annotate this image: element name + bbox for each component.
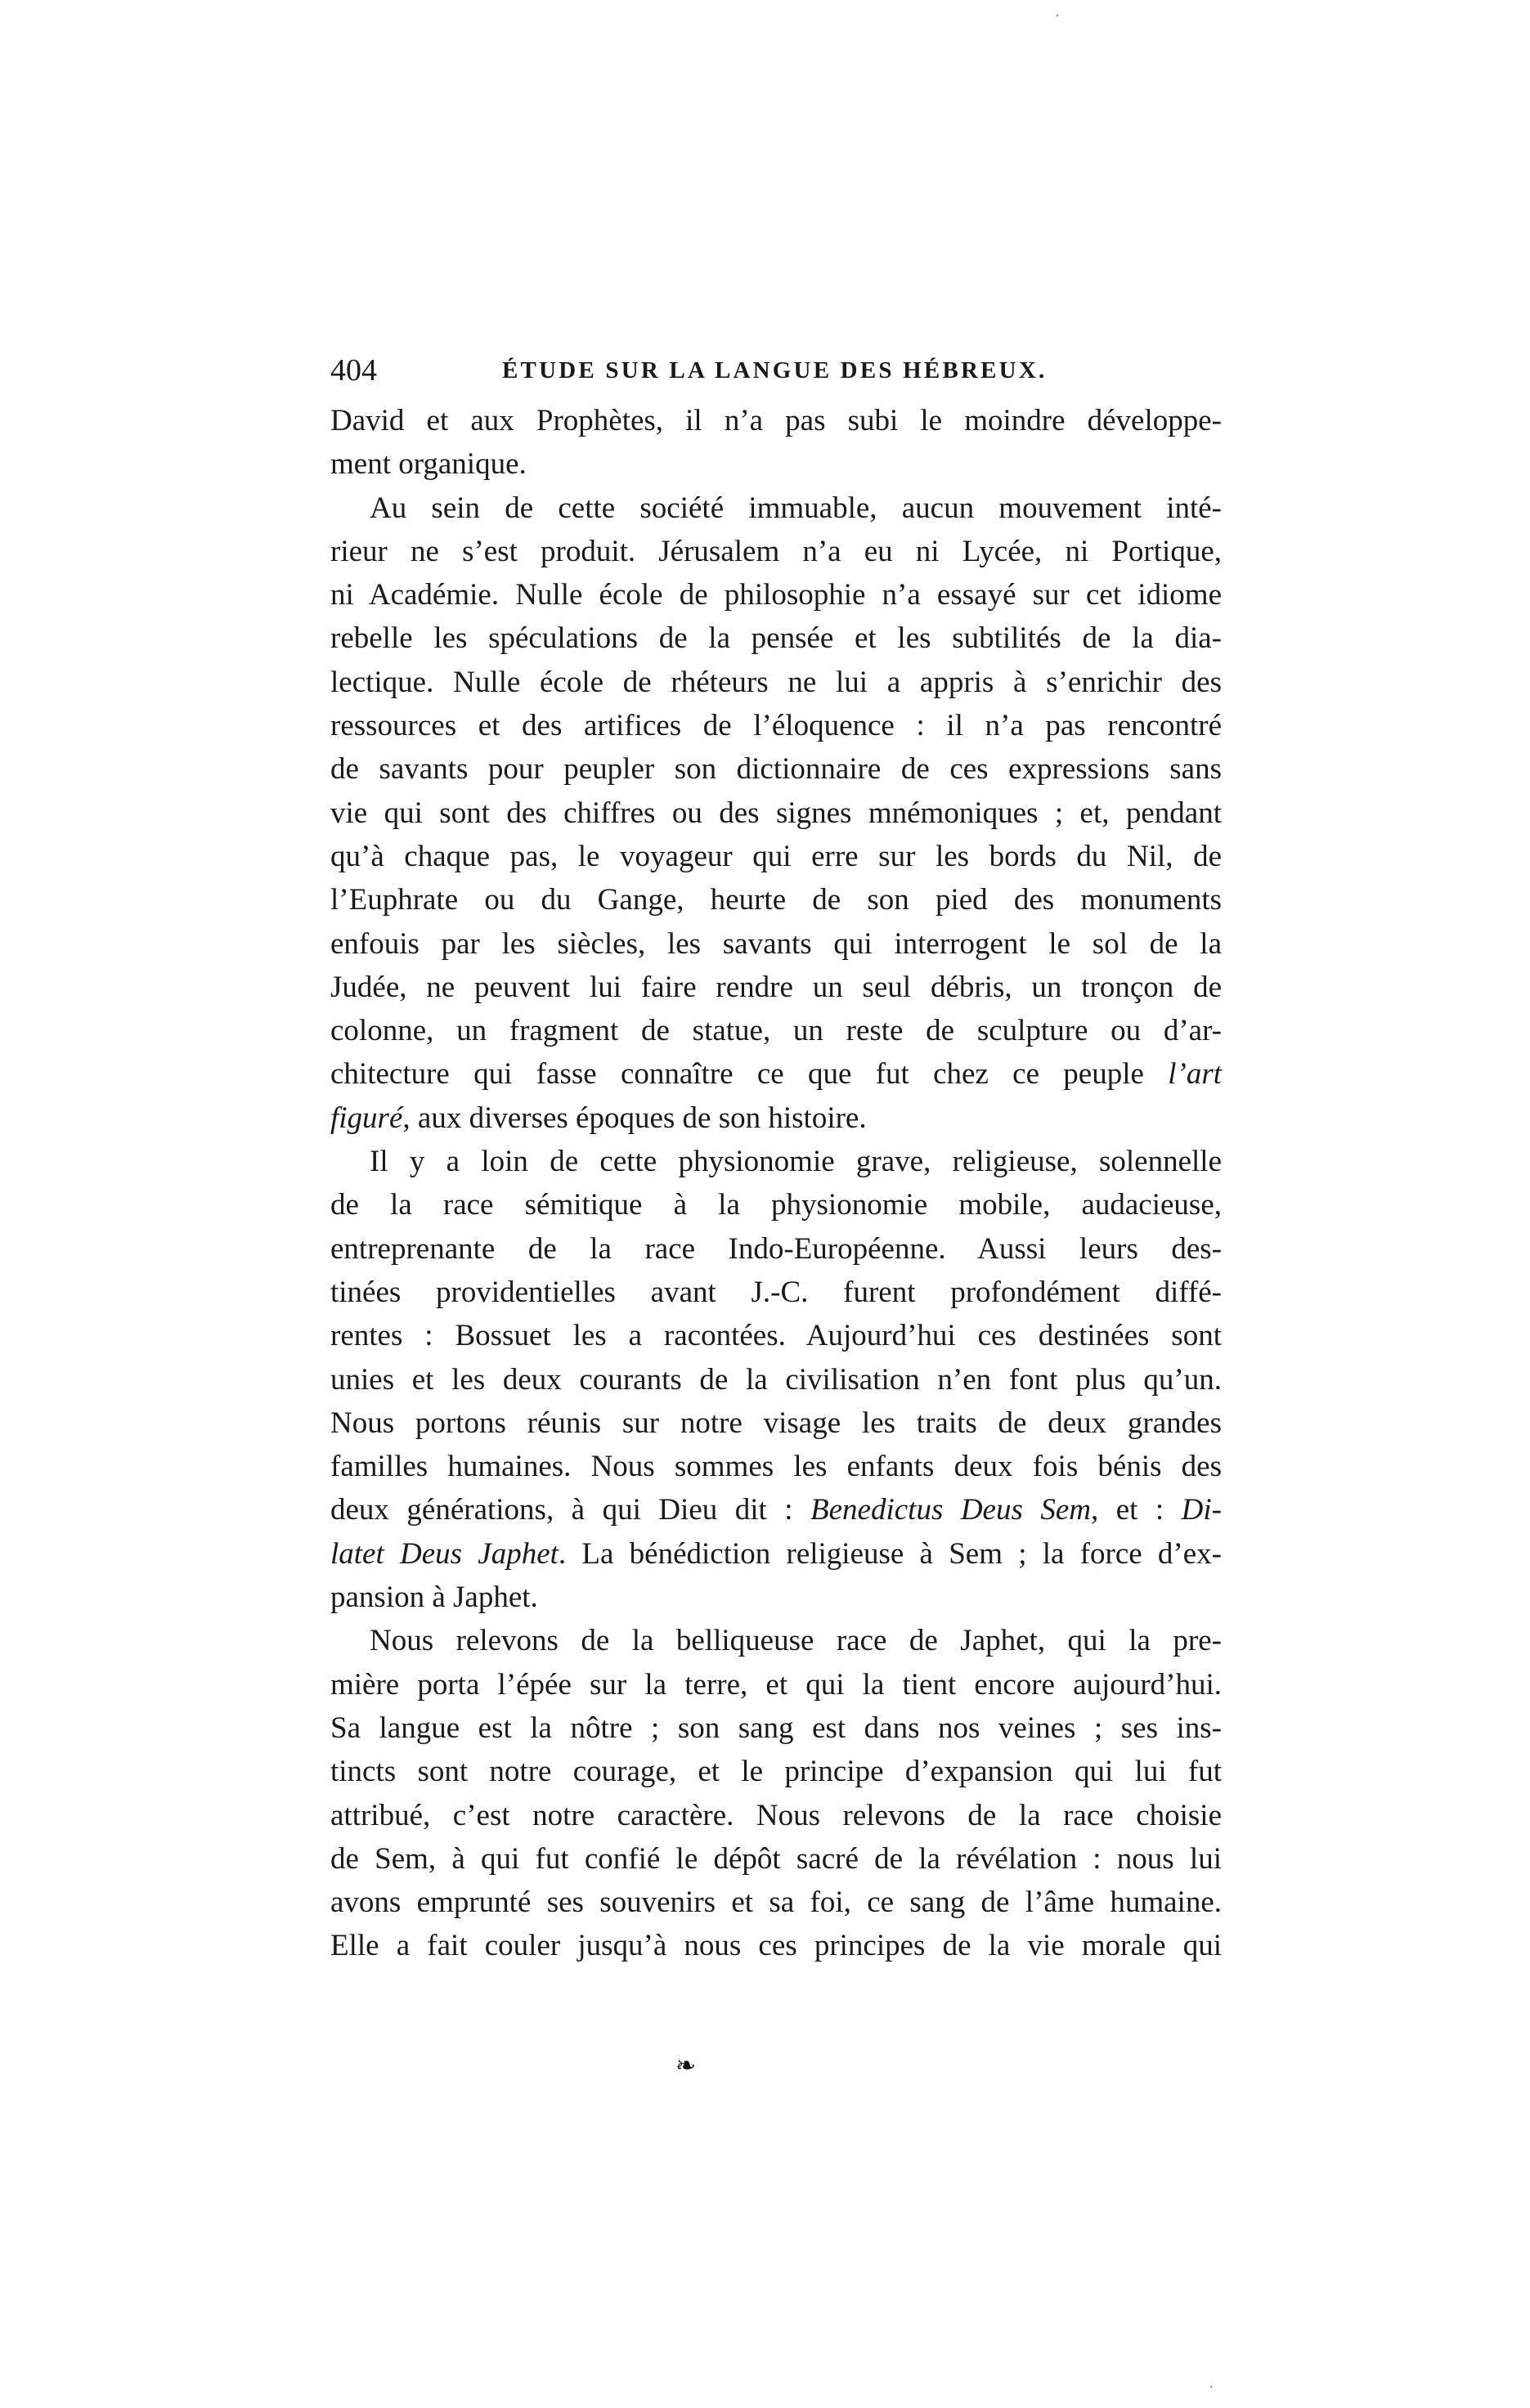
text-line: pansion à Japhet. — [330, 1581, 538, 1615]
text-line: tincts sont notre courage, et le principe d’expansion qui lui fut — [330, 1755, 1222, 1789]
text-line: enfouis par les siècles, les savants qui interrogent le sol de la — [330, 926, 1222, 961]
text-line: chitecture qui fasse connaître ce que fut chez ce peuple l’art — [330, 1057, 1222, 1092]
text-line: l’Euphrate ou du Gange, heurte de son pied des monuments — [330, 883, 1222, 917]
text-line: Elle a fait couler jusqu’à nous ces principes de la vie morale qui — [330, 1929, 1222, 1963]
text-line: Nous relevons de la belliqueuse race de Japhet, qui la pre- — [370, 1624, 1222, 1658]
paper-speck: · — [1055, 7, 1060, 24]
text-line: qu’à chaque pas, le voyageur qui erre sur les bords du Nil, de — [330, 839, 1222, 873]
text-line: Judée, ne peuvent lui faire rendre un seul débris, un tronçon de — [330, 970, 1222, 1004]
text-line: mière porta l’épée sur la terre, et qui la tient encore aujourd’hui. — [330, 1667, 1222, 1702]
body-text — [330, 399, 1222, 1968]
text-line: figuré, aux diverses époques de son histoire. — [330, 1101, 867, 1135]
text-line: de Sem, à qui fut confié le dépôt sacré de la révélation : nous lui — [330, 1841, 1222, 1876]
text-line: lectique. Nulle école de rhéteurs ne lui a appris à s’enrichir des — [330, 665, 1222, 699]
text-line: ment organique. — [330, 447, 527, 482]
text-line: unies et les deux courants de la civilisation n’en font plus qu’un. — [330, 1362, 1222, 1397]
text-line: avons emprunté ses souvenirs et sa foi, ce sang de l’âme humaine. — [330, 1886, 1222, 1920]
paper-speck: · — [1209, 2379, 1214, 2395]
text-line: de savants pour peupler son dictionnaire de ces expressions sans — [330, 752, 1222, 787]
text-line: attribué, c’est notre caractère. Nous relevons de la race choisie — [330, 1798, 1222, 1832]
text-line: Au sein de cette société immuable, aucun mouvement inté- — [370, 491, 1222, 525]
running-head — [330, 350, 1222, 391]
text-line: Nous portons réunis sur notre visage les traits de deux grandes — [330, 1406, 1222, 1440]
text-line: Sa langue est la nôtre ; son sang est dans nos veines ; ses ins- — [330, 1711, 1222, 1745]
text-line: latet Deus Japhet. La bénédiction religieuse à Sem ; la force d’ex- — [330, 1536, 1222, 1571]
text-line: tinées providentielles avant J.-C. furent profondément diffé- — [330, 1275, 1222, 1309]
text-line: ressources et des artifices de l’éloquence : il n’a pas rencontré — [330, 709, 1222, 743]
text-line: rebelle les spéculations de la pensée et les subtilités de la dia- — [330, 621, 1222, 656]
text-line: colonne, un fragment de statue, un reste de sculpture ou d’ar- — [330, 1014, 1222, 1048]
text-line: rentes : Bossuet les a racontées. Aujourd’hui ces destinées sont — [330, 1319, 1222, 1353]
text-line: vie qui sont des chiffres ou des signes mnémoniques ; et, pendant — [330, 796, 1222, 830]
text-line: de la race sémitique à la physionomie mobile, audacieuse, — [330, 1188, 1222, 1222]
page-number: 404 — [330, 353, 377, 388]
running-title: ÉTUDE SUR LA LANGUE DES HÉBREUX. — [502, 357, 1048, 383]
text-line: Il y a loin de cette physionomie grave, religieuse, solennelle — [370, 1145, 1222, 1179]
text-line: David et aux Prophètes, il n’a pas subi le moindre développe- — [330, 404, 1222, 437]
text-line: rieur ne s’est produit. Jérusalem n’a eu ni Lycée, ni Portique, — [330, 534, 1222, 568]
text-line: deux générations, à qui Dieu dit : Benedictus Deus Sem, et : Di- — [330, 1493, 1222, 1527]
text-line: ni Académie. Nulle école de philosophie n’a essayé sur cet idiome — [330, 578, 1222, 612]
text-line: entreprenante de la race Indo-Européenne. Aussi leurs des- — [330, 1231, 1222, 1266]
text-line: familles humaines. Nous sommes les enfants deux fois bénis des — [330, 1450, 1222, 1484]
printer-ornament-icon: ❧ — [675, 2052, 697, 2079]
